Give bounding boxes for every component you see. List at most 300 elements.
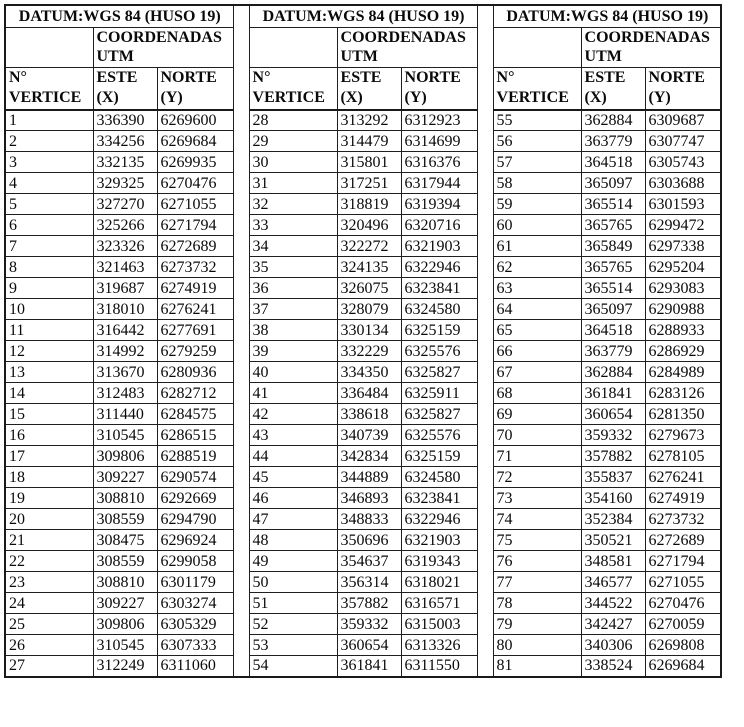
group-gap bbox=[477, 320, 493, 341]
vertice-cell: 13 bbox=[5, 362, 93, 383]
este-cell: 362884 bbox=[581, 362, 645, 383]
group-gap bbox=[233, 194, 249, 215]
norte-cell: 6311060 bbox=[157, 656, 233, 677]
este-cell: 357882 bbox=[337, 593, 401, 614]
vertice-cell: 32 bbox=[249, 194, 337, 215]
vertice-cell: 28 bbox=[249, 110, 337, 131]
este-cell: 309227 bbox=[93, 593, 157, 614]
group-gap bbox=[233, 635, 249, 656]
este-cell: 332229 bbox=[337, 341, 401, 362]
vertice-cell: 24 bbox=[5, 593, 93, 614]
group-gap bbox=[233, 509, 249, 530]
vertice-cell: 66 bbox=[493, 341, 581, 362]
norte-cell: 6323841 bbox=[401, 278, 477, 299]
vertice-cell: 34 bbox=[249, 236, 337, 257]
norte-cell: 6320716 bbox=[401, 215, 477, 236]
coordenadas-header: COORDENADAS UTM bbox=[93, 28, 233, 68]
vertice-cell: 69 bbox=[493, 404, 581, 425]
norte-cell: 6273732 bbox=[157, 257, 233, 278]
norte-cell: 6325827 bbox=[401, 404, 477, 425]
este-cell: 309227 bbox=[93, 467, 157, 488]
este-cell: 365765 bbox=[581, 215, 645, 236]
norte-cell: 6316571 bbox=[401, 593, 477, 614]
vertice-cell: 25 bbox=[5, 614, 93, 635]
table-row bbox=[5, 635, 721, 656]
este-cell: 326075 bbox=[337, 278, 401, 299]
vertice-cell: 11 bbox=[5, 320, 93, 341]
vertice-cell: 57 bbox=[493, 152, 581, 173]
group-gap bbox=[477, 110, 493, 131]
datum-header: DATUM:WGS 84 (HUSO 19) bbox=[249, 5, 477, 28]
norte-cell: 6282712 bbox=[157, 383, 233, 404]
este-cell: 338618 bbox=[337, 404, 401, 425]
group-gap bbox=[233, 110, 249, 131]
este-cell: 308559 bbox=[93, 509, 157, 530]
group-gap bbox=[477, 5, 493, 28]
table-row bbox=[5, 194, 721, 215]
este-cell: 340739 bbox=[337, 425, 401, 446]
vertice-cell: 21 bbox=[5, 530, 93, 551]
este-cell: 327270 bbox=[93, 194, 157, 215]
norte-cell: 6274919 bbox=[157, 278, 233, 299]
este-cell: 330134 bbox=[337, 320, 401, 341]
vertice-column-header: N° VERTICE bbox=[5, 68, 93, 110]
norte-cell: 6288519 bbox=[157, 446, 233, 467]
group-gap bbox=[477, 383, 493, 404]
norte-cell: 6299058 bbox=[157, 551, 233, 572]
norte-cell: 6280936 bbox=[157, 362, 233, 383]
table-row bbox=[5, 551, 721, 572]
table-row bbox=[5, 341, 721, 362]
vertice-cell: 74 bbox=[493, 509, 581, 530]
norte-cell: 6293083 bbox=[645, 278, 721, 299]
group-gap bbox=[233, 488, 249, 509]
norte-cell: 6325911 bbox=[401, 383, 477, 404]
vertice-cell: 62 bbox=[493, 257, 581, 278]
group-gap bbox=[477, 446, 493, 467]
group-gap bbox=[233, 383, 249, 404]
vertice-cell: 37 bbox=[249, 299, 337, 320]
group-gap bbox=[233, 404, 249, 425]
norte-cell: 6312923 bbox=[401, 110, 477, 131]
norte-column-header: NORTE (Y) bbox=[401, 68, 477, 110]
vertice-cell: 39 bbox=[249, 341, 337, 362]
norte-cell: 6301593 bbox=[645, 194, 721, 215]
vertice-cell: 72 bbox=[493, 467, 581, 488]
norte-cell: 6318021 bbox=[401, 572, 477, 593]
vertice-cell: 38 bbox=[249, 320, 337, 341]
group-gap bbox=[233, 530, 249, 551]
norte-cell: 6295204 bbox=[645, 257, 721, 278]
table-row bbox=[5, 425, 721, 446]
este-cell: 323326 bbox=[93, 236, 157, 257]
table-row bbox=[5, 383, 721, 404]
norte-cell: 6271055 bbox=[645, 572, 721, 593]
coordenadas-header: COORDENADAS UTM bbox=[337, 28, 477, 68]
group-gap bbox=[477, 131, 493, 152]
vertice-cell: 71 bbox=[493, 446, 581, 467]
este-cell: 354160 bbox=[581, 488, 645, 509]
norte-cell: 6315003 bbox=[401, 614, 477, 635]
este-cell: 308810 bbox=[93, 572, 157, 593]
este-cell: 336484 bbox=[337, 383, 401, 404]
table-row bbox=[5, 509, 721, 530]
norte-cell: 6277691 bbox=[157, 320, 233, 341]
vertice-cell: 6 bbox=[5, 215, 93, 236]
norte-cell: 6321903 bbox=[401, 236, 477, 257]
norte-cell: 6269935 bbox=[157, 152, 233, 173]
este-cell: 350521 bbox=[581, 530, 645, 551]
group-gap bbox=[477, 572, 493, 593]
este-cell: 318010 bbox=[93, 299, 157, 320]
vertice-cell: 3 bbox=[5, 152, 93, 173]
vertice-cell: 78 bbox=[493, 593, 581, 614]
norte-cell: 6294790 bbox=[157, 509, 233, 530]
table-row bbox=[5, 257, 721, 278]
vertice-cell: 8 bbox=[5, 257, 93, 278]
este-cell: 309806 bbox=[93, 614, 157, 635]
table-row bbox=[5, 446, 721, 467]
vertice-cell: 55 bbox=[493, 110, 581, 131]
group-gap bbox=[477, 488, 493, 509]
vertice-cell: 29 bbox=[249, 131, 337, 152]
este-column-header: ESTE (X) bbox=[93, 68, 157, 110]
norte-cell: 6278105 bbox=[645, 446, 721, 467]
vertice-cell: 61 bbox=[493, 236, 581, 257]
vertice-cell: 33 bbox=[249, 215, 337, 236]
vertice-cell: 67 bbox=[493, 362, 581, 383]
este-cell: 364518 bbox=[581, 152, 645, 173]
norte-cell: 6269808 bbox=[645, 635, 721, 656]
norte-cell: 6283126 bbox=[645, 383, 721, 404]
table-row bbox=[5, 593, 721, 614]
norte-cell: 6313326 bbox=[401, 635, 477, 656]
vertice-cell: 17 bbox=[5, 446, 93, 467]
norte-cell: 6270476 bbox=[157, 173, 233, 194]
norte-cell: 6272689 bbox=[645, 530, 721, 551]
norte-cell: 6274919 bbox=[645, 488, 721, 509]
norte-cell: 6292669 bbox=[157, 488, 233, 509]
este-cell: 352384 bbox=[581, 509, 645, 530]
norte-cell: 6273732 bbox=[645, 509, 721, 530]
group-gap bbox=[477, 28, 493, 68]
este-cell: 311440 bbox=[93, 404, 157, 425]
table-row bbox=[5, 614, 721, 635]
norte-cell: 6279259 bbox=[157, 341, 233, 362]
vertice-cell: 26 bbox=[5, 635, 93, 656]
este-cell: 322272 bbox=[337, 236, 401, 257]
table-row bbox=[5, 572, 721, 593]
group-gap bbox=[233, 425, 249, 446]
este-cell: 365765 bbox=[581, 257, 645, 278]
vertice-column-header: N° VERTICE bbox=[249, 68, 337, 110]
este-cell: 359332 bbox=[581, 425, 645, 446]
este-cell: 350696 bbox=[337, 530, 401, 551]
vertice-cell: 81 bbox=[493, 656, 581, 677]
este-cell: 324135 bbox=[337, 257, 401, 278]
este-cell: 355837 bbox=[581, 467, 645, 488]
este-cell: 365849 bbox=[581, 236, 645, 257]
table-row bbox=[5, 173, 721, 194]
norte-cell: 6321903 bbox=[401, 530, 477, 551]
norte-cell: 6269600 bbox=[157, 110, 233, 131]
vertice-cell: 45 bbox=[249, 467, 337, 488]
este-cell: 338524 bbox=[581, 656, 645, 677]
group-gap bbox=[233, 278, 249, 299]
group-gap bbox=[233, 656, 249, 677]
este-cell: 344522 bbox=[581, 593, 645, 614]
vertice-cell: 50 bbox=[249, 572, 337, 593]
vertice-cell: 56 bbox=[493, 131, 581, 152]
coords-tbody bbox=[5, 5, 721, 677]
este-cell: 346893 bbox=[337, 488, 401, 509]
norte-cell: 6324580 bbox=[401, 467, 477, 488]
group-gap bbox=[477, 173, 493, 194]
vertice-cell: 79 bbox=[493, 614, 581, 635]
vertice-cell: 48 bbox=[249, 530, 337, 551]
norte-cell: 6269684 bbox=[157, 131, 233, 152]
norte-cell: 6311550 bbox=[401, 656, 477, 677]
group-gap bbox=[233, 593, 249, 614]
group-gap bbox=[233, 215, 249, 236]
group-gap bbox=[477, 467, 493, 488]
empty-cell bbox=[249, 28, 337, 68]
norte-cell: 6270476 bbox=[645, 593, 721, 614]
table-row bbox=[5, 131, 721, 152]
group-gap bbox=[233, 551, 249, 572]
este-cell: 365097 bbox=[581, 299, 645, 320]
este-cell: 359332 bbox=[337, 614, 401, 635]
este-cell: 365097 bbox=[581, 173, 645, 194]
vertice-cell: 36 bbox=[249, 278, 337, 299]
este-cell: 361841 bbox=[581, 383, 645, 404]
vertice-cell: 60 bbox=[493, 215, 581, 236]
este-cell: 308810 bbox=[93, 488, 157, 509]
vertice-cell: 20 bbox=[5, 509, 93, 530]
este-cell: 346577 bbox=[581, 572, 645, 593]
table-row bbox=[5, 488, 721, 509]
norte-cell: 6299472 bbox=[645, 215, 721, 236]
table-row bbox=[5, 152, 721, 173]
vertice-cell: 53 bbox=[249, 635, 337, 656]
este-cell: 364518 bbox=[581, 320, 645, 341]
vertice-cell: 19 bbox=[5, 488, 93, 509]
norte-cell: 6276241 bbox=[645, 467, 721, 488]
vertice-cell: 65 bbox=[493, 320, 581, 341]
norte-cell: 6281350 bbox=[645, 404, 721, 425]
vertice-cell: 47 bbox=[249, 509, 337, 530]
group-gap bbox=[477, 425, 493, 446]
norte-cell: 6286929 bbox=[645, 341, 721, 362]
vertice-cell: 49 bbox=[249, 551, 337, 572]
group-gap bbox=[233, 341, 249, 362]
este-column-header: ESTE (X) bbox=[581, 68, 645, 110]
vertice-cell: 31 bbox=[249, 173, 337, 194]
norte-cell: 6301179 bbox=[157, 572, 233, 593]
este-cell: 316442 bbox=[93, 320, 157, 341]
vertice-cell: 7 bbox=[5, 236, 93, 257]
este-cell: 321463 bbox=[93, 257, 157, 278]
group-gap bbox=[233, 5, 249, 28]
vertice-cell: 75 bbox=[493, 530, 581, 551]
vertice-cell: 64 bbox=[493, 299, 581, 320]
vertice-cell: 14 bbox=[5, 383, 93, 404]
este-cell: 313292 bbox=[337, 110, 401, 131]
group-gap bbox=[477, 404, 493, 425]
este-cell: 317251 bbox=[337, 173, 401, 194]
este-cell: 348581 bbox=[581, 551, 645, 572]
group-gap bbox=[233, 572, 249, 593]
vertice-cell: 63 bbox=[493, 278, 581, 299]
norte-cell: 6325576 bbox=[401, 341, 477, 362]
group-gap bbox=[477, 362, 493, 383]
table-row bbox=[5, 404, 721, 425]
vertice-cell: 76 bbox=[493, 551, 581, 572]
este-cell: 310545 bbox=[93, 635, 157, 656]
group-gap bbox=[477, 635, 493, 656]
norte-cell: 6314699 bbox=[401, 131, 477, 152]
este-cell: 356314 bbox=[337, 572, 401, 593]
group-gap bbox=[477, 341, 493, 362]
table-row bbox=[5, 362, 721, 383]
vertice-cell: 9 bbox=[5, 278, 93, 299]
norte-cell: 6316376 bbox=[401, 152, 477, 173]
group-gap bbox=[477, 299, 493, 320]
table-row bbox=[5, 656, 721, 677]
vertice-cell: 2 bbox=[5, 131, 93, 152]
este-cell: 363779 bbox=[581, 341, 645, 362]
group-gap bbox=[477, 278, 493, 299]
norte-cell: 6325576 bbox=[401, 425, 477, 446]
group-gap bbox=[233, 614, 249, 635]
norte-cell: 6269684 bbox=[645, 656, 721, 677]
este-cell: 325266 bbox=[93, 215, 157, 236]
group-gap bbox=[477, 530, 493, 551]
group-gap bbox=[477, 614, 493, 635]
group-gap bbox=[233, 446, 249, 467]
table-row bbox=[5, 467, 721, 488]
group-gap bbox=[233, 28, 249, 68]
norte-cell: 6323841 bbox=[401, 488, 477, 509]
norte-cell: 6271055 bbox=[157, 194, 233, 215]
este-cell: 334350 bbox=[337, 362, 401, 383]
este-cell: 361841 bbox=[337, 656, 401, 677]
este-cell: 328079 bbox=[337, 299, 401, 320]
vertice-cell: 40 bbox=[249, 362, 337, 383]
vertice-cell: 5 bbox=[5, 194, 93, 215]
este-cell: 332135 bbox=[93, 152, 157, 173]
este-cell: 357882 bbox=[581, 446, 645, 467]
este-cell: 354637 bbox=[337, 551, 401, 572]
norte-cell: 6271794 bbox=[157, 215, 233, 236]
empty-cell bbox=[493, 28, 581, 68]
norte-cell: 6325159 bbox=[401, 446, 477, 467]
este-cell: 310545 bbox=[93, 425, 157, 446]
vertice-cell: 41 bbox=[249, 383, 337, 404]
vertice-cell: 68 bbox=[493, 383, 581, 404]
norte-cell: 6286515 bbox=[157, 425, 233, 446]
table-row bbox=[5, 236, 721, 257]
vertice-cell: 52 bbox=[249, 614, 337, 635]
group-gap bbox=[233, 257, 249, 278]
group-gap bbox=[477, 509, 493, 530]
group-gap bbox=[477, 68, 493, 110]
vertice-cell: 46 bbox=[249, 488, 337, 509]
este-cell: 362884 bbox=[581, 110, 645, 131]
norte-cell: 6325159 bbox=[401, 320, 477, 341]
group-gap bbox=[477, 152, 493, 173]
vertice-cell: 15 bbox=[5, 404, 93, 425]
este-column-header: ESTE (X) bbox=[337, 68, 401, 110]
vertice-cell: 23 bbox=[5, 572, 93, 593]
este-cell: 344889 bbox=[337, 467, 401, 488]
vertice-cell: 16 bbox=[5, 425, 93, 446]
norte-cell: 6319343 bbox=[401, 551, 477, 572]
este-cell: 309806 bbox=[93, 446, 157, 467]
utm-coordinates-table bbox=[4, 4, 722, 678]
table-row bbox=[5, 278, 721, 299]
vertice-cell: 77 bbox=[493, 572, 581, 593]
norte-cell: 6271794 bbox=[645, 551, 721, 572]
group-gap bbox=[477, 551, 493, 572]
este-cell: 319687 bbox=[93, 278, 157, 299]
norte-cell: 6309687 bbox=[645, 110, 721, 131]
group-gap bbox=[477, 257, 493, 278]
este-cell: 320496 bbox=[337, 215, 401, 236]
datum-header-row bbox=[5, 5, 721, 28]
este-cell: 360654 bbox=[337, 635, 401, 656]
group-gap bbox=[233, 362, 249, 383]
vertice-cell: 35 bbox=[249, 257, 337, 278]
norte-cell: 6276241 bbox=[157, 299, 233, 320]
group-gap bbox=[477, 593, 493, 614]
vertice-cell: 51 bbox=[249, 593, 337, 614]
norte-cell: 6322946 bbox=[401, 257, 477, 278]
vertice-cell: 73 bbox=[493, 488, 581, 509]
norte-column-header: NORTE (Y) bbox=[157, 68, 233, 110]
datum-header: DATUM:WGS 84 (HUSO 19) bbox=[5, 5, 233, 28]
vertice-cell: 42 bbox=[249, 404, 337, 425]
vertice-cell: 80 bbox=[493, 635, 581, 656]
norte-cell: 6322946 bbox=[401, 509, 477, 530]
table-row bbox=[5, 320, 721, 341]
table-row bbox=[5, 530, 721, 551]
vertice-cell: 4 bbox=[5, 173, 93, 194]
vertice-cell: 1 bbox=[5, 110, 93, 131]
este-cell: 315801 bbox=[337, 152, 401, 173]
norte-cell: 6297338 bbox=[645, 236, 721, 257]
norte-cell: 6305329 bbox=[157, 614, 233, 635]
este-cell: 308475 bbox=[93, 530, 157, 551]
este-cell: 313670 bbox=[93, 362, 157, 383]
vertice-cell: 10 bbox=[5, 299, 93, 320]
group-gap bbox=[233, 152, 249, 173]
norte-cell: 6303274 bbox=[157, 593, 233, 614]
table-row bbox=[5, 110, 721, 131]
vertice-cell: 18 bbox=[5, 467, 93, 488]
group-gap bbox=[233, 173, 249, 194]
este-cell: 308559 bbox=[93, 551, 157, 572]
vertice-cell: 30 bbox=[249, 152, 337, 173]
este-cell: 363779 bbox=[581, 131, 645, 152]
table-row bbox=[5, 299, 721, 320]
group-gap bbox=[233, 236, 249, 257]
norte-cell: 6319394 bbox=[401, 194, 477, 215]
norte-column-header: NORTE (Y) bbox=[645, 68, 721, 110]
este-cell: 329325 bbox=[93, 173, 157, 194]
vertice-cell: 22 bbox=[5, 551, 93, 572]
norte-cell: 6303688 bbox=[645, 173, 721, 194]
